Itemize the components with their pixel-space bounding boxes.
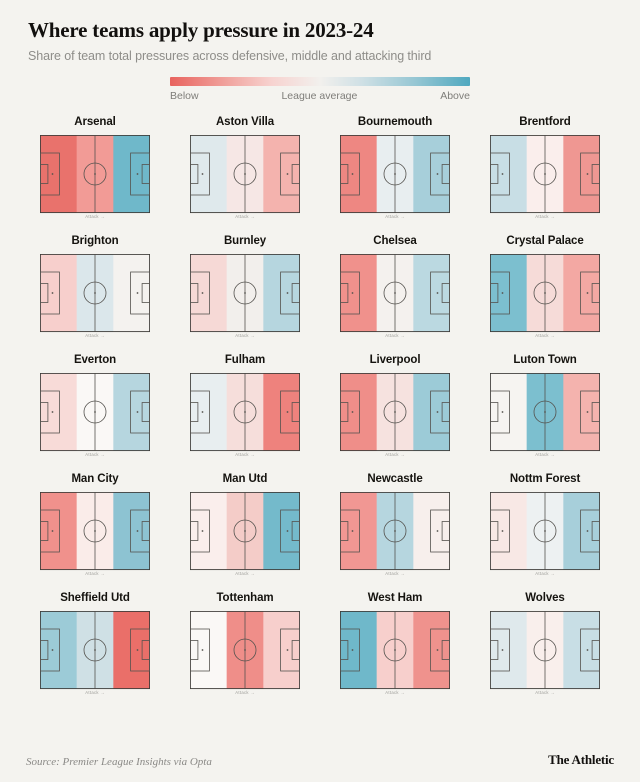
pitch-third-2 — [263, 373, 300, 451]
team-name: Wolves — [525, 592, 565, 604]
source-note: Source: Premier League Insights via Opta — [26, 756, 212, 768]
team-name: Sheffield Utd — [60, 592, 130, 604]
pitch-third-2 — [263, 135, 300, 213]
pitch-third-0 — [490, 254, 527, 332]
pitch-third-0 — [490, 492, 527, 570]
pitch-third-2 — [563, 373, 600, 451]
attack-direction-label: Attack → — [85, 690, 105, 695]
attack-direction-label: Attack → — [85, 214, 105, 219]
attack-direction-label: Attack → — [385, 214, 405, 219]
attack-direction-label: Attack → — [535, 333, 555, 338]
pitch-third-2 — [413, 373, 450, 451]
team-pitch-cell — [476, 116, 614, 224]
legend-label-high: Above — [440, 90, 470, 102]
pitch-third-0 — [340, 492, 377, 570]
pitch-diagram — [40, 254, 150, 338]
team-name: Aston Villa — [215, 116, 275, 128]
pitch-diagram — [40, 373, 150, 457]
team-name: Liverpool — [369, 354, 421, 366]
pitch-third-0 — [190, 492, 227, 570]
pitch-diagram — [490, 135, 600, 219]
team-pitch-cell — [326, 592, 464, 700]
team-name: West Ham — [367, 592, 423, 604]
page-subtitle: Share of team total pressures across defensive, middle and attacking third — [28, 49, 432, 63]
pitch-third-2 — [113, 611, 150, 689]
pitch-third-2 — [563, 492, 600, 570]
pitch-diagram — [490, 611, 600, 695]
pitch-third-2 — [113, 373, 150, 451]
team-pitch-cell — [476, 235, 614, 343]
pitch-third-2 — [263, 492, 300, 570]
team-pitch-cell — [26, 235, 164, 343]
team-name: Arsenal — [74, 116, 116, 128]
attack-direction-label: Attack → — [385, 571, 405, 576]
attack-direction-label: Attack → — [535, 571, 555, 576]
pitch-third-0 — [340, 135, 377, 213]
team-pitch-grid — [26, 116, 614, 711]
pitch-third-2 — [263, 254, 300, 332]
attack-direction-label: Attack → — [235, 571, 255, 576]
team-pitch-cell — [326, 235, 464, 343]
brand-logo: The Athletic — [548, 752, 614, 767]
pitch-third-0 — [40, 254, 77, 332]
team-pitch-cell — [326, 473, 464, 581]
team-pitch-cell — [176, 235, 314, 343]
pitch-diagram — [40, 492, 150, 576]
team-name: Tottenham — [216, 592, 274, 604]
pitch-third-2 — [113, 492, 150, 570]
pitch-diagram — [340, 611, 450, 695]
attack-direction-label: Attack → — [235, 333, 255, 338]
legend-label-low: Below — [170, 90, 199, 102]
team-name: Fulham — [224, 354, 266, 366]
team-pitch-cell — [176, 354, 314, 462]
team-name: Burnley — [223, 235, 267, 247]
team-pitch-cell — [26, 116, 164, 224]
pitch-diagram — [490, 492, 600, 576]
pitch-diagram — [190, 254, 300, 338]
team-name: Brighton — [71, 235, 119, 247]
pitch-third-0 — [490, 135, 527, 213]
color-legend — [170, 77, 470, 102]
pitch-third-0 — [40, 611, 77, 689]
pitch-diagram — [490, 254, 600, 338]
pitch-diagram — [190, 373, 300, 457]
pitch-diagram — [40, 611, 150, 695]
team-name: Bournemouth — [357, 116, 433, 128]
team-name: Luton Town — [513, 354, 577, 366]
team-name: Everton — [73, 354, 117, 366]
attack-direction-label: Attack → — [385, 333, 405, 338]
pitch-third-0 — [490, 373, 527, 451]
pitch-diagram — [190, 492, 300, 576]
team-pitch-cell — [176, 592, 314, 700]
attack-direction-label: Attack → — [85, 333, 105, 338]
team-pitch-cell — [176, 116, 314, 224]
team-pitch-cell — [326, 354, 464, 462]
pitch-third-2 — [413, 254, 450, 332]
team-name: Nottm Forest — [509, 473, 581, 485]
pitch-third-0 — [340, 611, 377, 689]
pitch-diagram — [490, 373, 600, 457]
pitch-third-2 — [563, 135, 600, 213]
pitch-diagram — [40, 135, 150, 219]
legend-label-mid: League average — [281, 90, 358, 102]
pitch-diagram — [340, 135, 450, 219]
pitch-third-0 — [190, 611, 227, 689]
pitch-third-0 — [340, 254, 377, 332]
pitch-third-2 — [263, 611, 300, 689]
pitch-third-2 — [413, 135, 450, 213]
pitch-third-0 — [340, 373, 377, 451]
team-pitch-cell — [326, 116, 464, 224]
pitch-third-0 — [190, 135, 227, 213]
pitch-third-0 — [490, 611, 527, 689]
team-name: Brentford — [519, 116, 571, 128]
pitch-diagram — [340, 492, 450, 576]
legend-labels — [170, 90, 470, 102]
legend-gradient-bar — [170, 77, 470, 86]
attack-direction-label: Attack → — [235, 690, 255, 695]
team-pitch-cell — [176, 473, 314, 581]
pitch-third-2 — [413, 611, 450, 689]
team-pitch-cell — [476, 592, 614, 700]
team-name: Man City — [71, 473, 119, 485]
pitch-third-2 — [563, 611, 600, 689]
attack-direction-label: Attack → — [385, 452, 405, 457]
team-pitch-cell — [476, 473, 614, 581]
attack-direction-label: Attack → — [535, 214, 555, 219]
team-pitch-cell — [26, 354, 164, 462]
attack-direction-label: Attack → — [235, 452, 255, 457]
pitch-third-2 — [413, 492, 450, 570]
pitch-diagram — [340, 373, 450, 457]
team-name: Newcastle — [367, 473, 423, 485]
attack-direction-label: Attack → — [85, 452, 105, 457]
attack-direction-label: Attack → — [385, 690, 405, 695]
attack-direction-label: Attack → — [535, 690, 555, 695]
pitch-third-2 — [113, 254, 150, 332]
pitch-diagram — [190, 611, 300, 695]
team-pitch-cell — [476, 354, 614, 462]
pitch-third-2 — [563, 254, 600, 332]
team-name: Crystal Palace — [506, 235, 584, 247]
pitch-diagram — [340, 254, 450, 338]
attack-direction-label: Attack → — [235, 214, 255, 219]
pitch-third-0 — [40, 135, 77, 213]
pitch-third-2 — [113, 135, 150, 213]
team-name: Man Utd — [222, 473, 268, 485]
team-name: Chelsea — [373, 235, 417, 247]
pitch-diagram — [190, 135, 300, 219]
pitch-third-0 — [190, 254, 227, 332]
page-title: Where teams apply pressure in 2023-24 — [28, 18, 374, 42]
chart-footer — [26, 752, 614, 768]
pitch-third-0 — [40, 373, 77, 451]
team-pitch-cell — [26, 592, 164, 700]
pitch-third-0 — [40, 492, 77, 570]
team-pitch-cell — [26, 473, 164, 581]
pitch-third-0 — [190, 373, 227, 451]
attack-direction-label: Attack → — [85, 571, 105, 576]
attack-direction-label: Attack → — [535, 452, 555, 457]
